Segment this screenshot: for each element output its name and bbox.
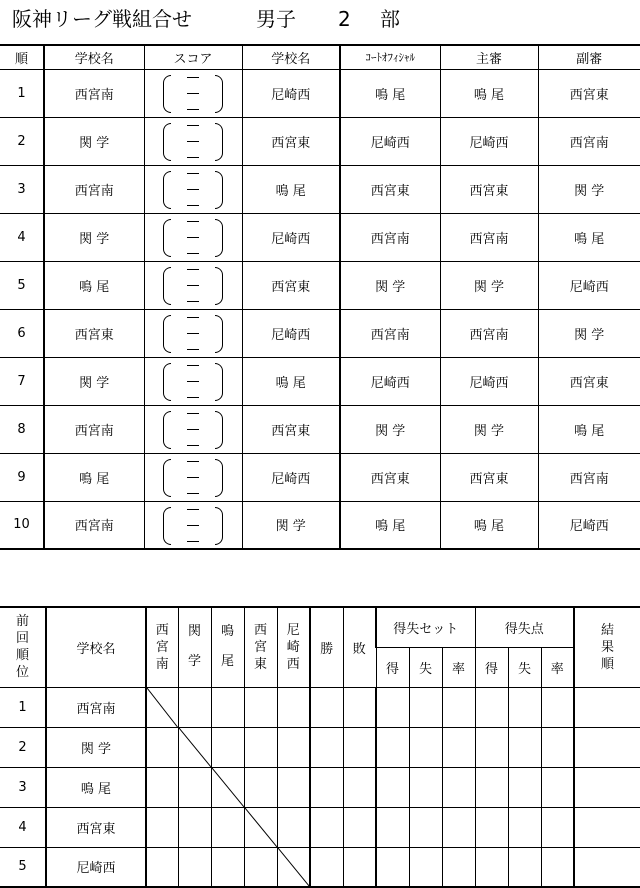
match-number: 1 (0, 69, 44, 117)
point-gain-cell[interactable] (475, 767, 508, 807)
match-schedule-table (0, 44, 640, 550)
diagonal-cell (277, 847, 310, 887)
result-cell[interactable] (277, 727, 310, 767)
losses-cell[interactable] (343, 767, 376, 807)
right-bracket (215, 267, 223, 305)
school-b: 尼崎西 (242, 213, 340, 261)
result-cell[interactable] (146, 807, 178, 847)
result-cell[interactable] (244, 767, 277, 807)
set-loss-cell[interactable] (409, 807, 442, 847)
result-cell[interactable] (244, 727, 277, 767)
dash (187, 461, 199, 462)
header-losses: 敗 (343, 607, 376, 687)
point-rate-cell[interactable] (541, 767, 574, 807)
point-loss-cell[interactable] (508, 847, 541, 887)
prev-rank: 2 (0, 727, 46, 767)
header-school-b: 学校名 (242, 45, 340, 69)
court-official: 尼崎西 (340, 357, 440, 405)
referee: 尼崎西 (440, 357, 538, 405)
schedule-header-row (0, 45, 640, 69)
standings-body (0, 607, 640, 887)
dash (187, 221, 199, 222)
header-prev-rank: 前回順位 (0, 607, 46, 687)
court-official: 関 学 (340, 261, 440, 309)
match-number: 6 (0, 309, 44, 357)
point-rate-cell[interactable] (541, 847, 574, 887)
court-official: 西宮南 (340, 213, 440, 261)
umpire: 関 学 (538, 165, 640, 213)
dash (187, 77, 199, 78)
referee: 関 学 (440, 405, 538, 453)
school-name: 西宮南 (46, 687, 146, 727)
result-cell[interactable] (211, 807, 244, 847)
table-row (0, 117, 640, 165)
header-school: 学校名 (46, 607, 146, 687)
point-loss-cell[interactable] (508, 687, 541, 727)
school-a: 鳴 尾 (44, 453, 144, 501)
score-cell (144, 405, 242, 453)
point-gain-cell[interactable] (475, 847, 508, 887)
score-cell (144, 69, 242, 117)
school-a: 関 学 (44, 357, 144, 405)
result-rank-cell[interactable] (574, 687, 640, 727)
dash (187, 141, 199, 142)
left-bracket (163, 171, 171, 209)
result-cell[interactable] (146, 847, 178, 887)
right-bracket (215, 123, 223, 161)
result-cell[interactable] (244, 847, 277, 887)
header-order: 順 (0, 45, 44, 69)
school-a: 西宮南 (44, 501, 144, 549)
score-cell (144, 453, 242, 501)
prev-rank: 3 (0, 767, 46, 807)
dash (187, 381, 199, 382)
school-a: 関 学 (44, 117, 144, 165)
school-a: 関 学 (44, 213, 144, 261)
school-name: 西宮東 (46, 807, 146, 847)
referee: 鳴 尾 (440, 69, 538, 117)
score-blank[interactable] (157, 71, 229, 115)
dash (187, 301, 199, 302)
result-rank-cell[interactable] (574, 847, 640, 887)
prev-rank: 5 (0, 847, 46, 887)
right-bracket (215, 363, 223, 401)
header-referee: 主審 (440, 45, 538, 69)
header-set-rate: 率 (442, 647, 475, 687)
dash (187, 93, 199, 94)
school-b: 尼崎西 (242, 453, 340, 501)
table-row (0, 807, 640, 847)
header-point-group: 得失点 (475, 607, 574, 647)
result-cell[interactable] (211, 847, 244, 887)
school-a: 西宮南 (44, 405, 144, 453)
right-bracket (215, 411, 223, 449)
page-title (12, 4, 632, 34)
score-blank[interactable] (157, 359, 229, 403)
school-b: 尼崎西 (242, 309, 340, 357)
diagonal-cell (244, 807, 277, 847)
score-cell (144, 309, 242, 357)
score-cell (144, 117, 242, 165)
table-row (0, 165, 640, 213)
header-opponent-nishinomiya-higashi: 西宮東 (244, 607, 277, 687)
diagonal-stroke (278, 848, 310, 887)
dash (187, 413, 199, 414)
school-a: 西宮南 (44, 165, 144, 213)
header-point-gain: 得 (475, 647, 508, 687)
table-row (0, 261, 640, 309)
header-opponent-kangaku: 関学 (178, 607, 211, 687)
set-rate-cell[interactable] (442, 687, 475, 727)
dash (187, 509, 199, 510)
header-opponent-nishinomiya-minami: 西宮南 (146, 607, 178, 687)
dash (187, 477, 199, 478)
result-cell[interactable] (277, 767, 310, 807)
left-bracket (163, 363, 171, 401)
table-row (0, 213, 640, 261)
dash (187, 157, 199, 158)
diagonal-stroke (179, 728, 211, 767)
diagonal-line (212, 768, 244, 807)
referee: 関 学 (440, 261, 538, 309)
dash (187, 237, 199, 238)
dash (187, 429, 199, 430)
dash (187, 317, 199, 318)
set-gain-cell[interactable] (376, 727, 409, 767)
dash (187, 541, 199, 542)
dash (187, 445, 199, 446)
right-bracket (215, 459, 223, 497)
table-row (0, 357, 640, 405)
school-b: 尼崎西 (242, 69, 340, 117)
set-gain-cell[interactable] (376, 807, 409, 847)
score-cell (144, 213, 242, 261)
result-cell[interactable] (244, 687, 277, 727)
result-cell[interactable] (178, 687, 211, 727)
diagonal-stroke (245, 808, 277, 847)
right-bracket (215, 219, 223, 257)
match-number: 3 (0, 165, 44, 213)
left-bracket (163, 219, 171, 257)
score-cell (144, 261, 242, 309)
dash (187, 189, 199, 190)
dash (187, 493, 199, 494)
header-opponent-naruo: 鳴尾 (211, 607, 244, 687)
right-bracket (215, 507, 223, 545)
left-bracket (163, 507, 171, 545)
header-point-loss: 失 (508, 647, 541, 687)
dash (187, 397, 199, 398)
wins-cell[interactable] (310, 727, 343, 767)
diagonal-stroke (212, 768, 244, 807)
score-blank[interactable] (157, 119, 229, 163)
wins-cell[interactable] (310, 847, 343, 887)
table-row (0, 767, 640, 807)
wins-cell[interactable] (310, 807, 343, 847)
umpire: 鳴 尾 (538, 405, 640, 453)
result-cell[interactable] (146, 727, 178, 767)
umpire: 西宮東 (538, 357, 640, 405)
court-official: 西宮東 (340, 453, 440, 501)
umpire: 関 学 (538, 309, 640, 357)
header-umpire: 副審 (538, 45, 640, 69)
score-blank[interactable] (157, 263, 229, 307)
result-cell[interactable] (277, 807, 310, 847)
court-official: 西宮東 (340, 165, 440, 213)
dash (187, 333, 199, 334)
school-a: 西宮南 (44, 69, 144, 117)
dash (187, 349, 199, 350)
header-result: 結果順 (574, 607, 640, 687)
umpire: 鳴 尾 (538, 213, 640, 261)
set-gain-cell[interactable] (376, 687, 409, 727)
result-cell[interactable] (277, 687, 310, 727)
score-blank[interactable] (157, 503, 229, 547)
school-b: 西宮東 (242, 117, 340, 165)
school-a: 西宮東 (44, 309, 144, 357)
standings-header-row (0, 607, 640, 647)
school-name: 尼崎西 (46, 847, 146, 887)
court-official: 関 学 (340, 405, 440, 453)
set-rate-cell[interactable] (442, 727, 475, 767)
match-number: 2 (0, 117, 44, 165)
school-b: 鳴 尾 (242, 357, 340, 405)
dash (187, 365, 199, 366)
set-loss-cell[interactable] (409, 687, 442, 727)
score-blank[interactable] (157, 167, 229, 211)
header-score: スコア (144, 45, 242, 69)
dash (187, 525, 199, 526)
wins-cell[interactable] (310, 687, 343, 727)
score-blank[interactable] (157, 215, 229, 259)
result-cell[interactable] (146, 767, 178, 807)
dash (187, 109, 199, 110)
school-b: 関 学 (242, 501, 340, 549)
result-cell[interactable] (211, 687, 244, 727)
point-loss-cell[interactable] (508, 767, 541, 807)
header-opponent-amagasaki-nishi: 尼崎西 (277, 607, 310, 687)
referee: 尼崎西 (440, 117, 538, 165)
header-set-loss: 失 (409, 647, 442, 687)
school-a: 鳴 尾 (44, 261, 144, 309)
title-division: 男子 (256, 7, 296, 31)
result-rank-cell[interactable] (574, 767, 640, 807)
court-official: 尼崎西 (340, 117, 440, 165)
header-set-gain: 得 (376, 647, 409, 687)
dash (187, 205, 199, 206)
left-bracket (163, 267, 171, 305)
result-cell[interactable] (178, 767, 211, 807)
school-b: 西宮東 (242, 261, 340, 309)
dash (187, 125, 199, 126)
table-row (0, 309, 640, 357)
prev-rank: 1 (0, 687, 46, 727)
umpire: 西宮南 (538, 453, 640, 501)
court-official: 西宮南 (340, 309, 440, 357)
diagonal-cell (178, 727, 211, 767)
result-cell[interactable] (178, 847, 211, 887)
table-row (0, 727, 640, 767)
match-number: 9 (0, 453, 44, 501)
right-bracket (215, 75, 223, 113)
umpire: 西宮南 (538, 117, 640, 165)
header-set-group: 得失セット (376, 607, 475, 647)
referee: 西宮東 (440, 453, 538, 501)
header-point-rate: 率 (541, 647, 574, 687)
result-cell[interactable] (178, 807, 211, 847)
school-b: 鳴 尾 (242, 165, 340, 213)
header-wins: 勝 (310, 607, 343, 687)
result-rank-cell[interactable] (574, 807, 640, 847)
score-cell (144, 165, 242, 213)
left-bracket (163, 315, 171, 353)
schedule-body (0, 69, 640, 549)
point-gain-cell[interactable] (475, 807, 508, 847)
left-bracket (163, 459, 171, 497)
table-row (0, 405, 640, 453)
score-cell (144, 357, 242, 405)
dash (187, 269, 199, 270)
umpire: 西宮東 (538, 69, 640, 117)
set-rate-cell[interactable] (442, 767, 475, 807)
set-gain-cell[interactable] (376, 847, 409, 887)
table-row (0, 453, 640, 501)
table-row (0, 69, 640, 117)
diagonal-line (179, 728, 211, 767)
losses-cell[interactable] (343, 727, 376, 767)
match-number: 10 (0, 501, 44, 549)
point-gain-cell[interactable] (475, 687, 508, 727)
diagonal-stroke (147, 688, 178, 727)
header-court-official: ｺｰﾄｵﾌｨｼｬﾙ (340, 45, 440, 69)
point-loss-cell[interactable] (508, 727, 541, 767)
referee: 鳴 尾 (440, 501, 538, 549)
score-blank[interactable] (157, 407, 229, 451)
referee: 西宮南 (440, 309, 538, 357)
header-school-a: 学校名 (44, 45, 144, 69)
set-gain-cell[interactable] (376, 767, 409, 807)
score-blank[interactable] (157, 455, 229, 499)
diagonal-line (147, 688, 178, 727)
court-official: 鳴 尾 (340, 69, 440, 117)
school-name: 鳴 尾 (46, 767, 146, 807)
table-row (0, 847, 640, 887)
left-bracket (163, 123, 171, 161)
title-main: 阪神リーグ戦組合せ (12, 7, 192, 31)
table-row (0, 501, 640, 549)
title-level: 2 (338, 7, 351, 31)
point-loss-cell[interactable] (508, 807, 541, 847)
diagonal-cell (211, 767, 244, 807)
losses-cell[interactable] (343, 687, 376, 727)
right-bracket (215, 315, 223, 353)
court-official: 鳴 尾 (340, 501, 440, 549)
right-bracket (215, 171, 223, 209)
point-gain-cell[interactable] (475, 727, 508, 767)
left-bracket (163, 75, 171, 113)
match-number: 7 (0, 357, 44, 405)
wins-cell[interactable] (310, 767, 343, 807)
losses-cell[interactable] (343, 847, 376, 887)
umpire: 尼崎西 (538, 501, 640, 549)
set-rate-cell[interactable] (442, 847, 475, 887)
referee: 西宮東 (440, 165, 538, 213)
match-number: 5 (0, 261, 44, 309)
losses-cell[interactable] (343, 807, 376, 847)
dash (187, 173, 199, 174)
school-name: 関 学 (46, 727, 146, 767)
umpire: 尼崎西 (538, 261, 640, 309)
match-number: 4 (0, 213, 44, 261)
set-rate-cell[interactable] (442, 807, 475, 847)
match-number: 8 (0, 405, 44, 453)
score-blank[interactable] (157, 311, 229, 355)
set-loss-cell[interactable] (409, 767, 442, 807)
set-loss-cell[interactable] (409, 847, 442, 887)
set-loss-cell[interactable] (409, 727, 442, 767)
school-b: 西宮東 (242, 405, 340, 453)
diagonal-line (245, 808, 277, 847)
prev-rank: 4 (0, 807, 46, 847)
result-cell[interactable] (211, 727, 244, 767)
score-cell (144, 501, 242, 549)
table-row (0, 687, 640, 727)
title-suffix: 部 (380, 7, 400, 31)
point-rate-cell[interactable] (541, 727, 574, 767)
diagonal-line (278, 848, 310, 887)
point-rate-cell[interactable] (541, 687, 574, 727)
point-rate-cell[interactable] (541, 807, 574, 847)
left-bracket (163, 411, 171, 449)
standings-table (0, 606, 640, 888)
referee: 西宮南 (440, 213, 538, 261)
result-rank-cell[interactable] (574, 727, 640, 767)
dash (187, 253, 199, 254)
diagonal-cell (146, 687, 178, 727)
dash (187, 285, 199, 286)
